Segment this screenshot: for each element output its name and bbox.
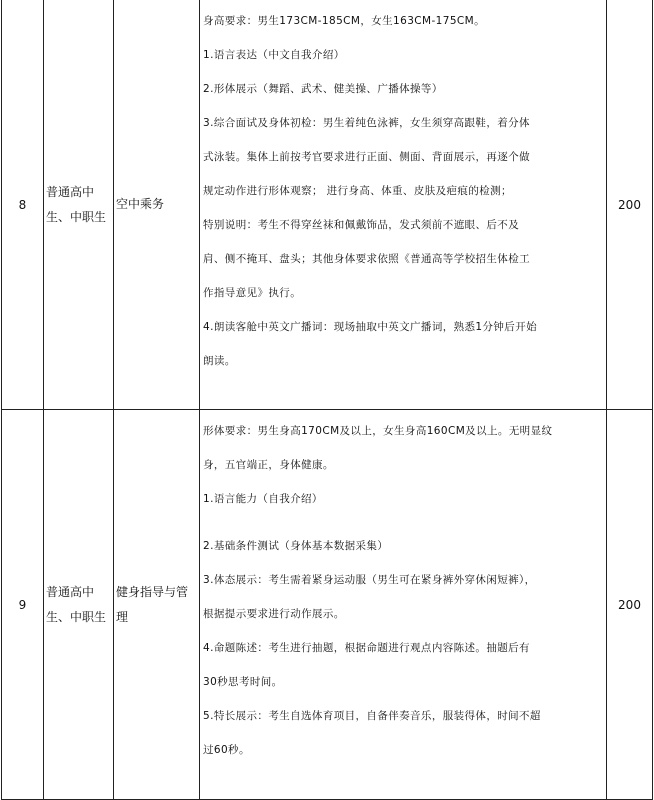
requirement-line: 4.命题陈述：考生进行抽题，根据命题进行观点内容陈述。抽题后有 [203,642,530,654]
row-number: 9 [2,410,44,800]
target-group: 普通高中生、中职生 [44,0,114,410]
requirement-line: 2.基础条件测试（身体基本数据采集） [203,540,389,552]
requirement-line: 朗读。 [203,355,236,367]
requirement-line: 作指导意见》执行。 [203,287,302,299]
table-row [2,0,653,410]
requirements-cell [200,410,607,800]
table-row [2,410,653,800]
requirement-line: 规定动作进行形体观察； 进行身高、体重、皮肤及疤痕的检测； [203,185,512,197]
major-name: 健身指导与管理 [114,410,200,800]
requirement-line: 3.综合面试及身体初检：男生着纯色泳裤，女生须穿高跟鞋，着分体 [203,117,530,129]
requirement-line: 特别说明：考生不得穿丝袜和佩戴饰品，发式须前不遮眼、后不及 [203,219,520,231]
requirement-line: 根据提示要求进行动作展示。 [203,608,345,620]
major-name: 空中乘务 [114,0,200,410]
requirement-line: 肩、侧不掩耳、盘头；其他身体要求依照《普通高等学校招生体检工 [203,253,530,265]
requirement-line: 3.体态展示：考生需着紧身运动服（男生可在紧身裤外穿休闲短裤）， [203,574,536,586]
quota: 200 [607,410,653,800]
requirement-line: 式泳装。集体上前按考官要求进行正面、侧面、背面展示，再逐个做 [203,151,530,163]
requirement-line: 1.语言能力（自我介绍） [203,493,323,505]
requirement-line: 过60秒。 [203,744,250,756]
requirement-line: 形体要求：男生身高170CM及以上，女生身高160CM及以上。无明显纹 [203,425,553,437]
requirement-line: 身高要求：男生173CM-185CM，女生163CM-175CM。 [203,15,486,27]
requirement-line: 5.特长展示：考生自选体育项目，自备伴奏音乐，服装得体，时间不超 [203,710,541,722]
quota: 200 [607,0,653,410]
requirement-line: 1.语言表达（中文自我介绍） [203,49,345,61]
row-number: 8 [2,0,44,410]
target-group: 普通高中生、中职生 [44,410,114,800]
requirement-line: 30秒思考时间。 [203,676,283,688]
requirements-cell [200,0,607,410]
requirement-line: 身，五官端正，身体健康。 [203,459,334,471]
admissions-table [1,0,653,800]
requirement-line: 4.朗读客舱中英文广播词：现场抽取中英文广播词，熟悉1分钟后开始 [203,321,537,333]
requirement-line: 2.形体展示（舞蹈、武术、健美操、广播体操等） [203,83,443,95]
